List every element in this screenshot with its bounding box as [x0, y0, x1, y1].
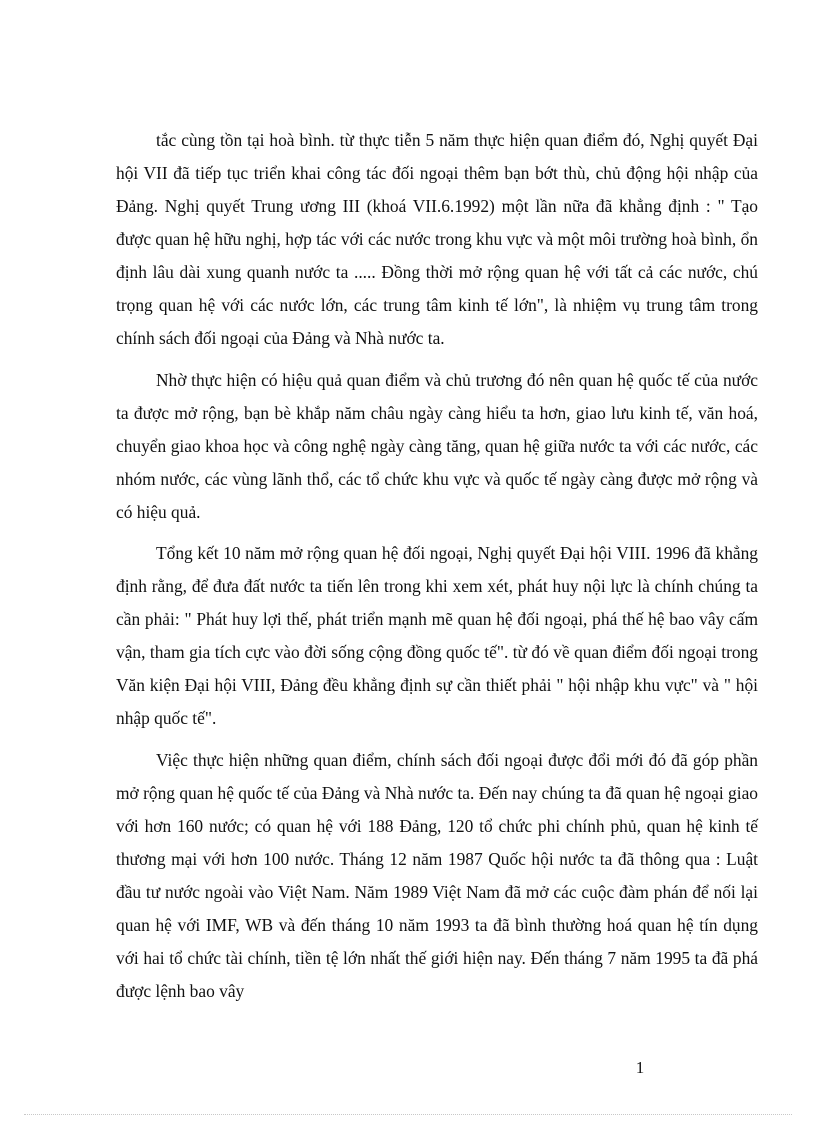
paragraph-1: tắc cùng tồn tại hoà bình. từ thực tiễn 5 năm thực hiện quan điểm đó, Nghị quyết Đại hội VII đã tiếp tục triển khai công tác đối ngoại thêm bạn bớt thù, chủ động hội nhập của Đảng. Nghị quyết Trung ương III (khoá VII.6.1992) một lần nữa đã khẳng định : " Tạo được quan hệ hữu nghị, hợp tác với các nước trong khu vực và một môi trường hoà bình, ổn định lâu dài xung quanh nước ta ..... Đồng thời mở rộng quan hệ với tất cả các nước, chú trọng quan hệ với các nước lớn, các trung tâm kinh tế lớn", là nhiệm vụ trung tâm trong chính sách đối ngoại của Đảng và Nhà nước ta.: [116, 130, 758, 348]
body-text: [116, 124, 758, 1016]
paragraph-2: Nhờ thực hiện có hiệu quả quan điểm và chủ trương đó nên quan hệ quốc tế của nước ta được mở rộng, bạn bè khắp năm châu ngày càng hiểu ta hơn, giao lưu kinh tế, văn hoá, chuyển giao khoa học và công nghệ ngày càng tăng, quan hệ giữa nước ta với các nước, các nhóm nước, các vùng lãnh thổ, các tổ chức khu vực và quốc tế ngày càng được mở rộng và có hiệu quả.: [116, 369, 758, 522]
footer-divider: [24, 1114, 792, 1115]
page-number: 1: [635, 1058, 645, 1077]
paragraph-4: Việc thực hiện những quan điểm, chính sách đối ngoại được đổi mới đó đã góp phần mở rộng quan hệ quốc tế của Đảng và Nhà nước ta. Đến nay chúng ta đã quan hệ ngoại giao với hơn 160 nước; có quan hệ với 188 Đảng, 120 tổ chức phi chính phủ, quan hệ kinh tế thương mại với hơn 100 nước. Tháng 12 năm 1987 Quốc hội nước ta đã thông qua : Luật đầu tư nước ngoài vào Việt Nam. Năm 1989 Việt Nam đã mở các cuộc đàm phán để nối lại quan hệ với IMF, WB và đến tháng 10 năm 1993 ta đã bình thường hoá quan hệ tín dụng với hai tổ chức tài chính, tiền tệ lớn nhất thế giới hiện nay. Đến tháng 7 năm 1995 ta đã phá được lệnh bao vây: [116, 749, 758, 1001]
paragraph-3: Tổng kết 10 năm mở rộng quan hệ đối ngoại, Nghị quyết Đại hội VIII. 1996 đã khẳng định rằng, để đưa đất nước ta tiến lên trong khi xem xét, phát huy nội lực là chính chúng ta cần phải: " Phát huy lợi thế, phát triển mạnh mẽ quan hệ đối ngoại, phá thế hệ bao vây cấm vận, tham gia tích cực vào đời sống cộng đồng quốc tế". từ đó về quan điểm đối ngoại trong Văn kiện Đại hội VIII, Đảng đều khẳng định sự cần thiết phải " hội nhập khu vực" và " hội nhập quốc tế".: [116, 543, 758, 728]
